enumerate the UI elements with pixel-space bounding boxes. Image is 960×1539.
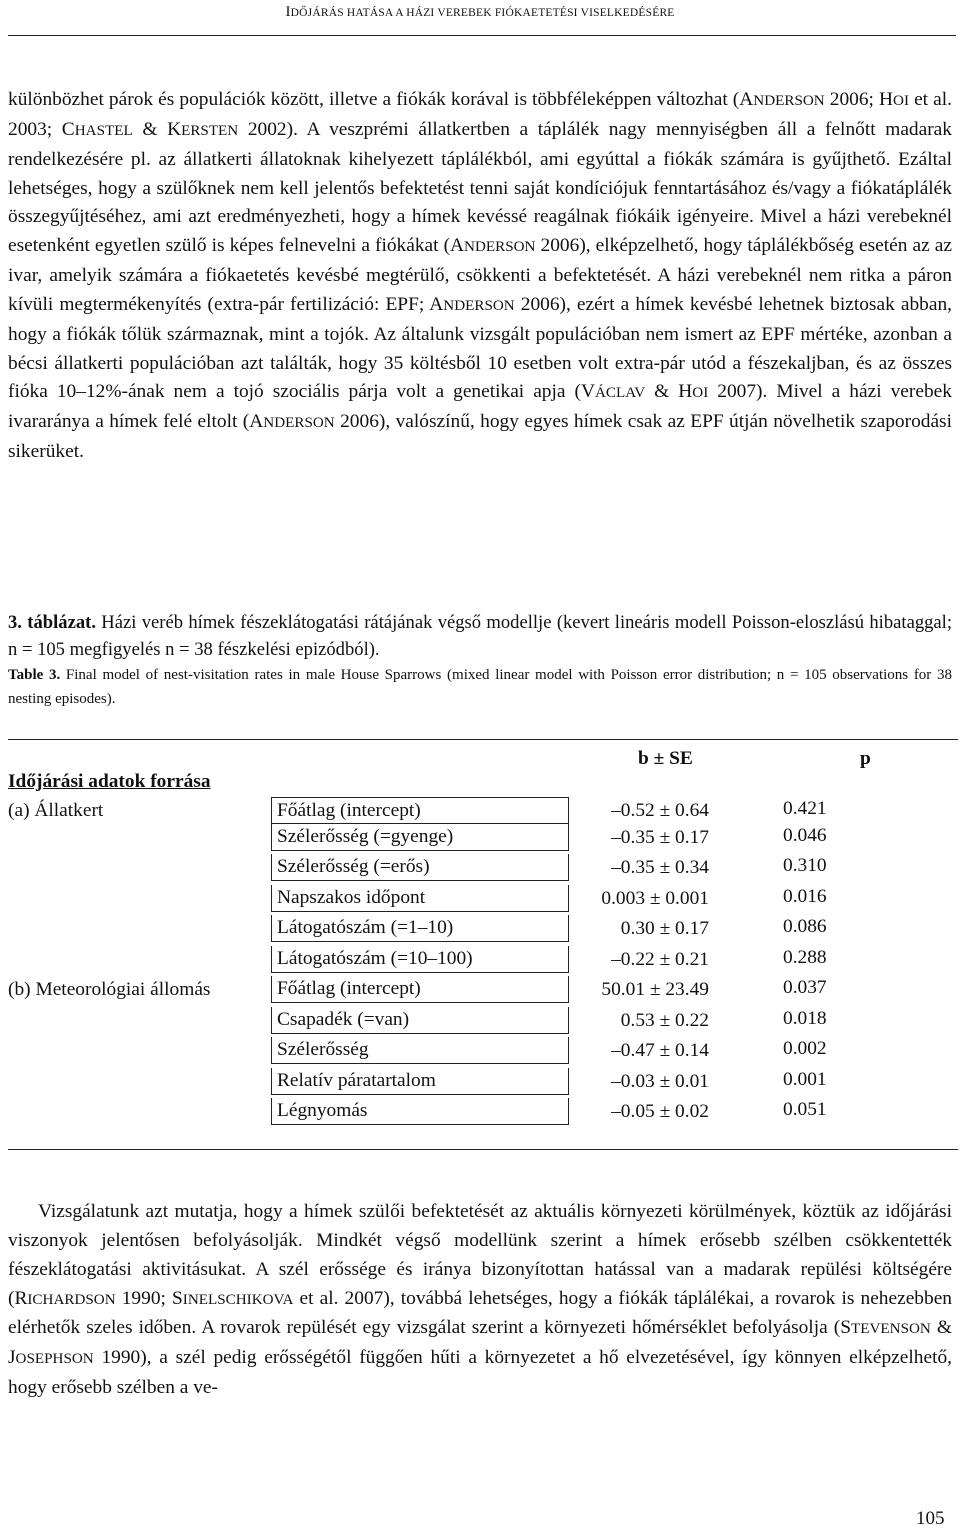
caption-label-en: Table 3. — [8, 667, 61, 683]
estimate-cell: –0.22 ± 0.21 — [611, 949, 709, 970]
estimate-cell: 0.53 ± 0.22 — [620, 1010, 709, 1031]
text-run: Vizsgálatunk azt mutatja, hogy a hímek szülői befektetését az aktuális környezeti körülmények, köztük az időjárási viszonyok jelentősen befolyásolják. Mindkét végső modellünk szerint a hímek erősebb szélben csökkentették fészeklátogatási aktivitásukat. A szél erőssége és iránya bizonyítottan hatással van a madarak repülési költségére (R — [8, 1201, 952, 1309]
table-caption-english — [8, 663, 952, 711]
estimate-cell: 50.01 ± 23.49 — [601, 979, 709, 1000]
table-row — [8, 946, 958, 976]
p-value-cell: 0.002 — [783, 1038, 827, 1059]
table-row — [8, 1068, 958, 1098]
variable-cell: Szélerősség (=gyenge) — [271, 824, 569, 851]
text-run: 2006), ezért a hímek kevésbé lehetnek biztosak abban, hogy a fiókák tőlük származnak, mint a tojók. Az általunk vizsgált populációban nem ismert az EPF mértéke, azonban a bécsi állatkerti populációban azt találták, hogy 35 költésből 10 esetben volt extra-pár utód a fészekaljban, és az összes fióka 10–12%-ának nem a tojó szociális párja volt a genetikai apja (V — [8, 293, 952, 403]
variable-cell: Relatív páratartalom — [271, 1068, 569, 1095]
body-paragraph-2 — [8, 1198, 952, 1403]
text-run: 2007). Mivel a házi verebek ivararánya a hímek felé eltolt (A — [8, 381, 952, 433]
table-row — [8, 854, 958, 884]
p-value-cell: 0.046 — [783, 825, 827, 846]
group-cell: (b) Meteorológiai állomás — [8, 979, 211, 1000]
author-name: OI — [692, 385, 709, 402]
column-header-estimate: b ± SE — [638, 748, 693, 769]
variable-cell: Légnyomás — [271, 1098, 569, 1125]
estimate-cell: –0.03 ± 0.01 — [611, 1071, 709, 1092]
author-name: NDERSON — [753, 93, 825, 109]
table-row — [8, 1098, 958, 1128]
estimate-cell: –0.35 ± 0.17 — [611, 827, 709, 848]
text-run: et al. 2007), továbbá lehetséges, hogy a fiókák táplálékai, a rovarok is nehezebben elérhetők szeles időben. A rovarok repülését egy vizsgálat szerint a környezeti hőmérséklet befolyásolja (S — [8, 1287, 953, 1339]
estimate-cell: –0.35 ± 0.34 — [611, 857, 709, 878]
author-name: ERSTEN — [181, 122, 239, 139]
p-value-cell: 0.288 — [783, 947, 827, 968]
caption-label-hu: 3. táblázat. — [8, 612, 96, 633]
text-run: 2006; H — [824, 89, 894, 110]
estimate-cell: –0.52 ± 0.64 — [611, 800, 709, 821]
variable-cell: Látogatószám (=1–10) — [271, 915, 569, 942]
table-row — [8, 797, 958, 827]
author-name: HASTEL — [74, 122, 133, 139]
table-bottom-rule — [8, 1149, 958, 1150]
table-row — [8, 915, 958, 945]
p-value-cell: 0.310 — [783, 855, 827, 876]
p-value-cell: 0.421 — [783, 798, 827, 819]
text-run: et al. 2003; C — [8, 89, 952, 140]
caption-text-en: Final model of nest-visitation rates in male House Sparrows (mixed linear model with Poisson error distribution; n = 105 observations for 38 nesting episodes). — [8, 667, 952, 707]
author-name: ÁCLAV — [594, 385, 646, 402]
table-row — [8, 976, 958, 1006]
variable-cell: Főátlag (intercept) — [271, 976, 569, 1003]
text-run: 2006), valószínű, hogy egyes hímek csak az EPF útján növelhetik szaporodási sikerüket. — [8, 411, 952, 463]
text-run: 2002). A veszprémi állatkertben a táplálék nagy mennyiségben áll a felnőtt madarak rendelkezésére pl. az állatkerti állatoknak kihelyezett táplálékból, ami egyúttal a fiókák számára is gyűjthető. Ezáltal lehetséges, hogy a szülőknek nem kell jelentős befektetést tenni saját kondíciójuk fenntartásához és/vagy a fiókatáplálék összegyűjtéséhez, ami azt eredményezheti, hogy a hímek kevéssé reagálnak fiókáik igényeire. Mivel a házi verebeknél esetenként egyetlen szülő is képes felnevelni a fiókákat (A — [8, 118, 952, 257]
author-name: INELSCHIKOVA — [182, 1291, 294, 1308]
text-run: 2006), elképzelhető, hogy táplálékbőség esetén az az ivar, amelyik számára a fiókaetetés kevésbé megtérülő, csökkenti a befektetését. A házi verebeknél nem ritka a páron kívüli megtermékenyítés (extra-pár fertilizáció: EPF; A — [8, 235, 953, 315]
p-value-cell: 0.086 — [783, 916, 827, 937]
text-run: 1990; S — [115, 1287, 183, 1309]
variable-cell: Csapadék (=van) — [271, 1007, 569, 1034]
text-run: különbözhet párok és populációk között, illetve a fiókák korával is többféleképpen változhat (A — [8, 89, 754, 110]
variable-cell: Főátlag (intercept) — [271, 797, 569, 824]
text-run: & K — [132, 118, 182, 140]
author-name: TEVENSON — [851, 1321, 931, 1338]
variable-cell: Napszakos időpont — [271, 885, 569, 912]
table-row — [8, 1037, 958, 1067]
body-paragraph-1 — [8, 86, 952, 467]
author-name: OI — [893, 93, 909, 109]
table-caption-hungarian — [8, 609, 952, 663]
page-number: 105 — [916, 1508, 945, 1529]
table-row — [8, 1007, 958, 1037]
p-value-cell: 0.016 — [783, 886, 827, 907]
p-value-cell: 0.051 — [783, 1099, 827, 1120]
running-header-initial: I — [285, 4, 291, 20]
p-value-cell: 0.018 — [783, 1008, 827, 1029]
estimate-cell: 0.30 ± 0.17 — [620, 918, 709, 939]
running-header-title: DŐJÁRÁS HATÁSA A HÁZI VEREBEK FIÓKAETETÉSI VISELKEDÉSÉRE — [290, 7, 675, 19]
column-header-p: p — [860, 748, 871, 769]
author-name: OSEPHSON — [15, 1351, 94, 1368]
estimate-cell: 0.003 ± 0.001 — [601, 888, 709, 909]
author-name: ICHARDSON — [27, 1291, 116, 1308]
group-cell: (a) Állatkert — [8, 800, 104, 821]
estimate-cell: –0.47 ± 0.14 — [611, 1040, 709, 1061]
results-table — [8, 739, 958, 1149]
variable-cell: Szélerősség — [271, 1037, 569, 1064]
text-run: & H — [645, 381, 693, 403]
table-top-rule — [8, 739, 958, 740]
estimate-cell: –0.05 ± 0.02 — [611, 1101, 709, 1122]
author-name: NDERSON — [443, 297, 515, 314]
author-name: NDERSON — [464, 239, 536, 256]
caption-text-hu: Házi veréb hímek fészeklátogatási rátájának végső modellje (kevert lineáris modell Poisson-eloszlású hibataggal; n = 105 megfigyelés n = 38 fészkelési epizódból). — [8, 612, 952, 660]
text-run: 1990), a szél pedig erősségétől függően hűti a környezetet a hő elvezetésével, így könnyen elképzelhető, hogy erősebb szélben a ve- — [8, 1347, 952, 1399]
text-run: & J — [8, 1317, 953, 1369]
author-name: NDERSON — [263, 415, 335, 432]
p-value-cell: 0.001 — [783, 1069, 827, 1090]
running-header — [0, 4, 960, 21]
table-row — [8, 885, 958, 915]
column-header-source: Időjárási adatok forrása — [8, 771, 211, 792]
header-rule — [8, 35, 956, 36]
table-row — [8, 824, 958, 854]
variable-cell: Szélerősség (=erős) — [271, 854, 569, 881]
variable-cell: Látogatószám (=10–100) — [271, 946, 569, 973]
p-value-cell: 0.037 — [783, 977, 827, 998]
